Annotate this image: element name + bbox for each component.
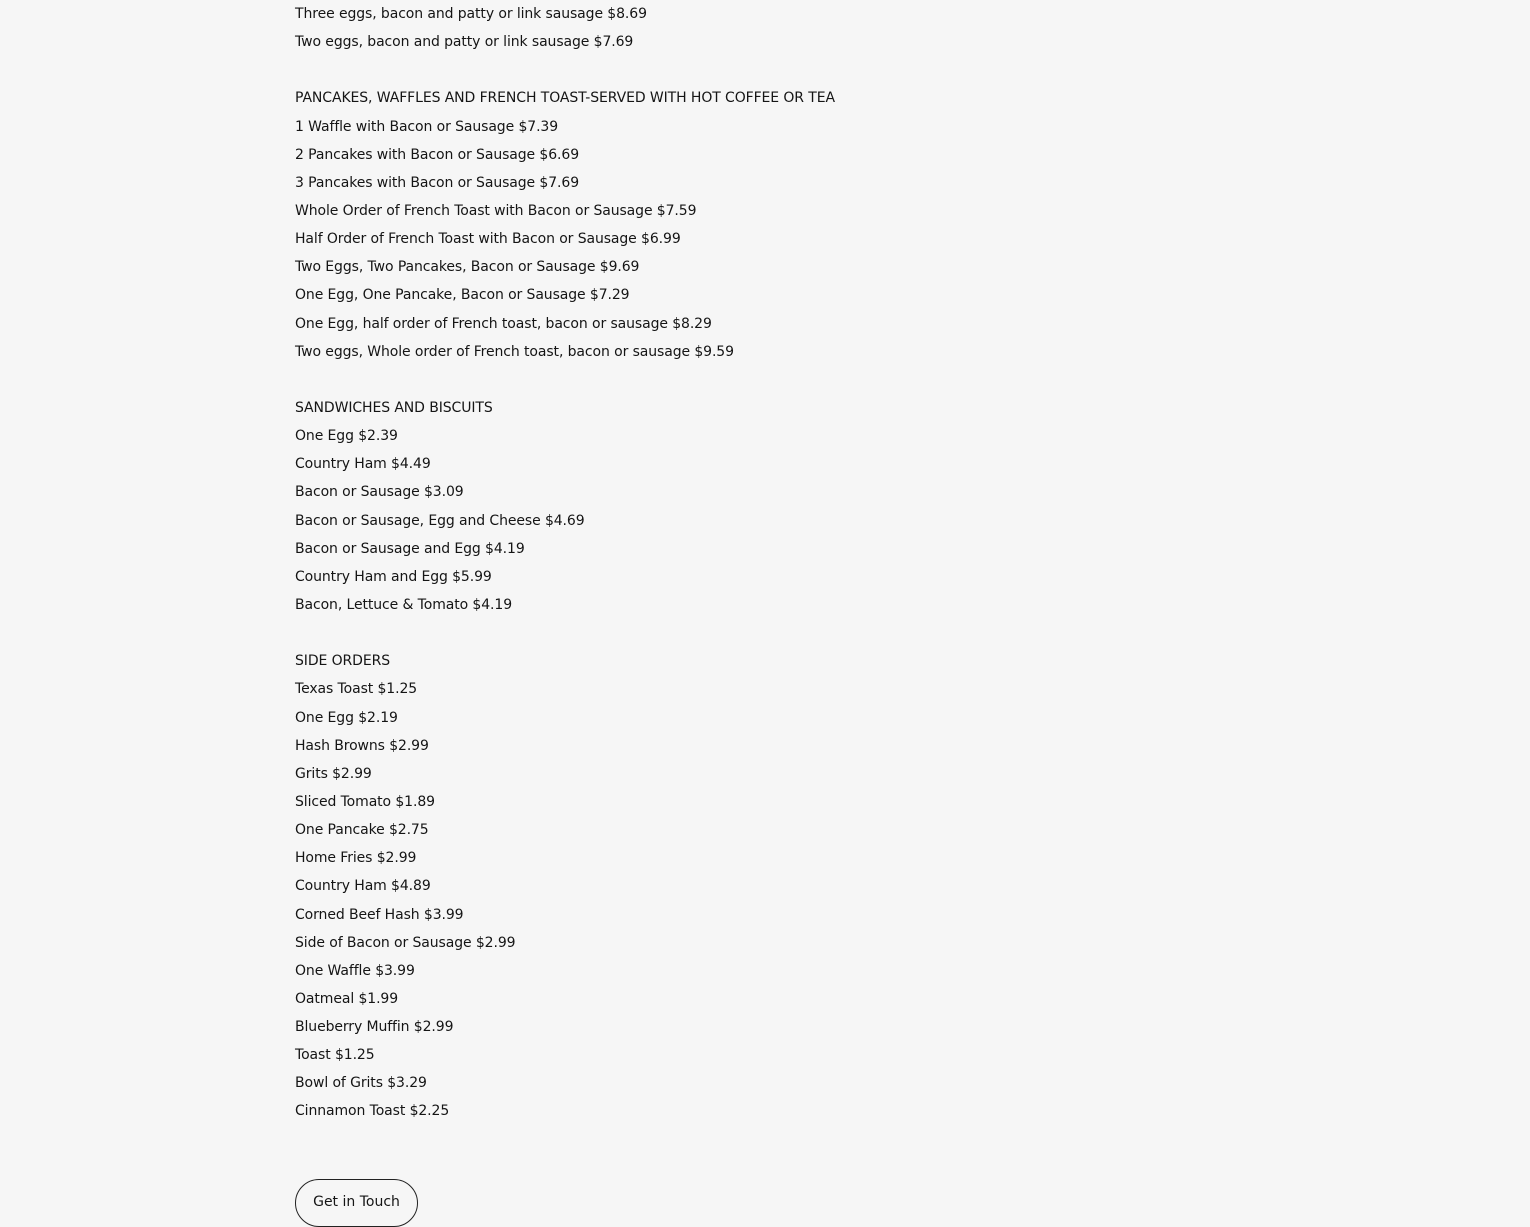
- section-heading-side-orders: SIDE ORDERS: [295, 653, 390, 670]
- menu-item: Bacon or Sausage, Egg and Cheese $4.69: [295, 512, 585, 529]
- menu-item: Grits $2.99: [295, 765, 372, 782]
- menu-item: Home Fries $2.99: [295, 850, 417, 867]
- menu-item: Two Eggs, Two Pancakes, Bacon or Sausage $9.69: [295, 259, 640, 276]
- menu-item: One Waffle $3.99: [295, 962, 415, 979]
- get-in-touch-button[interactable]: Get in Touch: [295, 1179, 418, 1227]
- menu-item: Bacon, Lettuce & Tomato $4.19: [295, 596, 513, 613]
- section-heading-sandwiches: SANDWICHES AND BISCUITS: [295, 399, 493, 416]
- menu-item: Toast $1.25: [295, 1047, 375, 1064]
- menu-item: Whole Order of French Toast with Bacon or Sausage $7.59: [295, 202, 697, 219]
- menu-item: Country Ham $4.49: [295, 456, 431, 473]
- menu-item: Side of Bacon or Sausage $2.99: [295, 934, 516, 951]
- menu-item: Three eggs, bacon and patty or link sausage $8.69: [295, 6, 647, 22]
- menu-item: Hash Browns $2.99: [295, 737, 429, 754]
- menu-item: Country Ham $4.89: [295, 878, 431, 895]
- spacer: [295, 56, 1195, 84]
- menu-item: Blueberry Muffin $2.99: [295, 1019, 454, 1036]
- menu-item: Sliced Tomato $1.89: [295, 793, 435, 810]
- menu-item: Bowl of Grits $3.29: [295, 1075, 427, 1092]
- menu-item: One Pancake $2.75: [295, 822, 429, 839]
- menu-item: Two eggs, Whole order of French toast, bacon or sausage $9.59: [295, 343, 734, 360]
- spacer: [295, 366, 1195, 394]
- menu-item: One Egg, half order of French toast, bacon or sausage $8.29: [295, 315, 712, 332]
- menu-item: 1 Waffle with Bacon or Sausage $7.39: [295, 118, 559, 135]
- menu-item: Two eggs, bacon and patty or link sausage $7.69: [295, 34, 634, 51]
- menu-item: 3 Pancakes with Bacon or Sausage $7.69: [295, 174, 580, 191]
- section-heading-pancakes: PANCAKES, WAFFLES AND FRENCH TOAST-SERVED WITH HOT COFFEE OR TEA: [295, 90, 835, 107]
- menu-item: Country Ham and Egg $5.99: [295, 568, 492, 585]
- spacer: [295, 619, 1195, 647]
- menu-item: Texas Toast $1.25: [295, 681, 418, 698]
- menu-item: One Egg $2.39: [295, 428, 398, 445]
- menu-item: 2 Pancakes with Bacon or Sausage $6.69: [295, 146, 580, 163]
- menu-item: Cinnamon Toast $2.25: [295, 1103, 450, 1120]
- menu-item: Half Order of French Toast with Bacon or Sausage $6.99: [295, 231, 681, 248]
- menu-item: Bacon or Sausage and Egg $4.19: [295, 540, 525, 557]
- menu-item: One Egg $2.19: [295, 709, 398, 726]
- menu-item: Oatmeal $1.99: [295, 990, 399, 1007]
- menu-item: Bacon or Sausage $3.09: [295, 484, 464, 501]
- menu-item: One Egg, One Pancake, Bacon or Sausage $7.29: [295, 287, 630, 304]
- menu-item: Corned Beef Hash $3.99: [295, 906, 464, 923]
- menu-list: [295, 0, 1195, 1126]
